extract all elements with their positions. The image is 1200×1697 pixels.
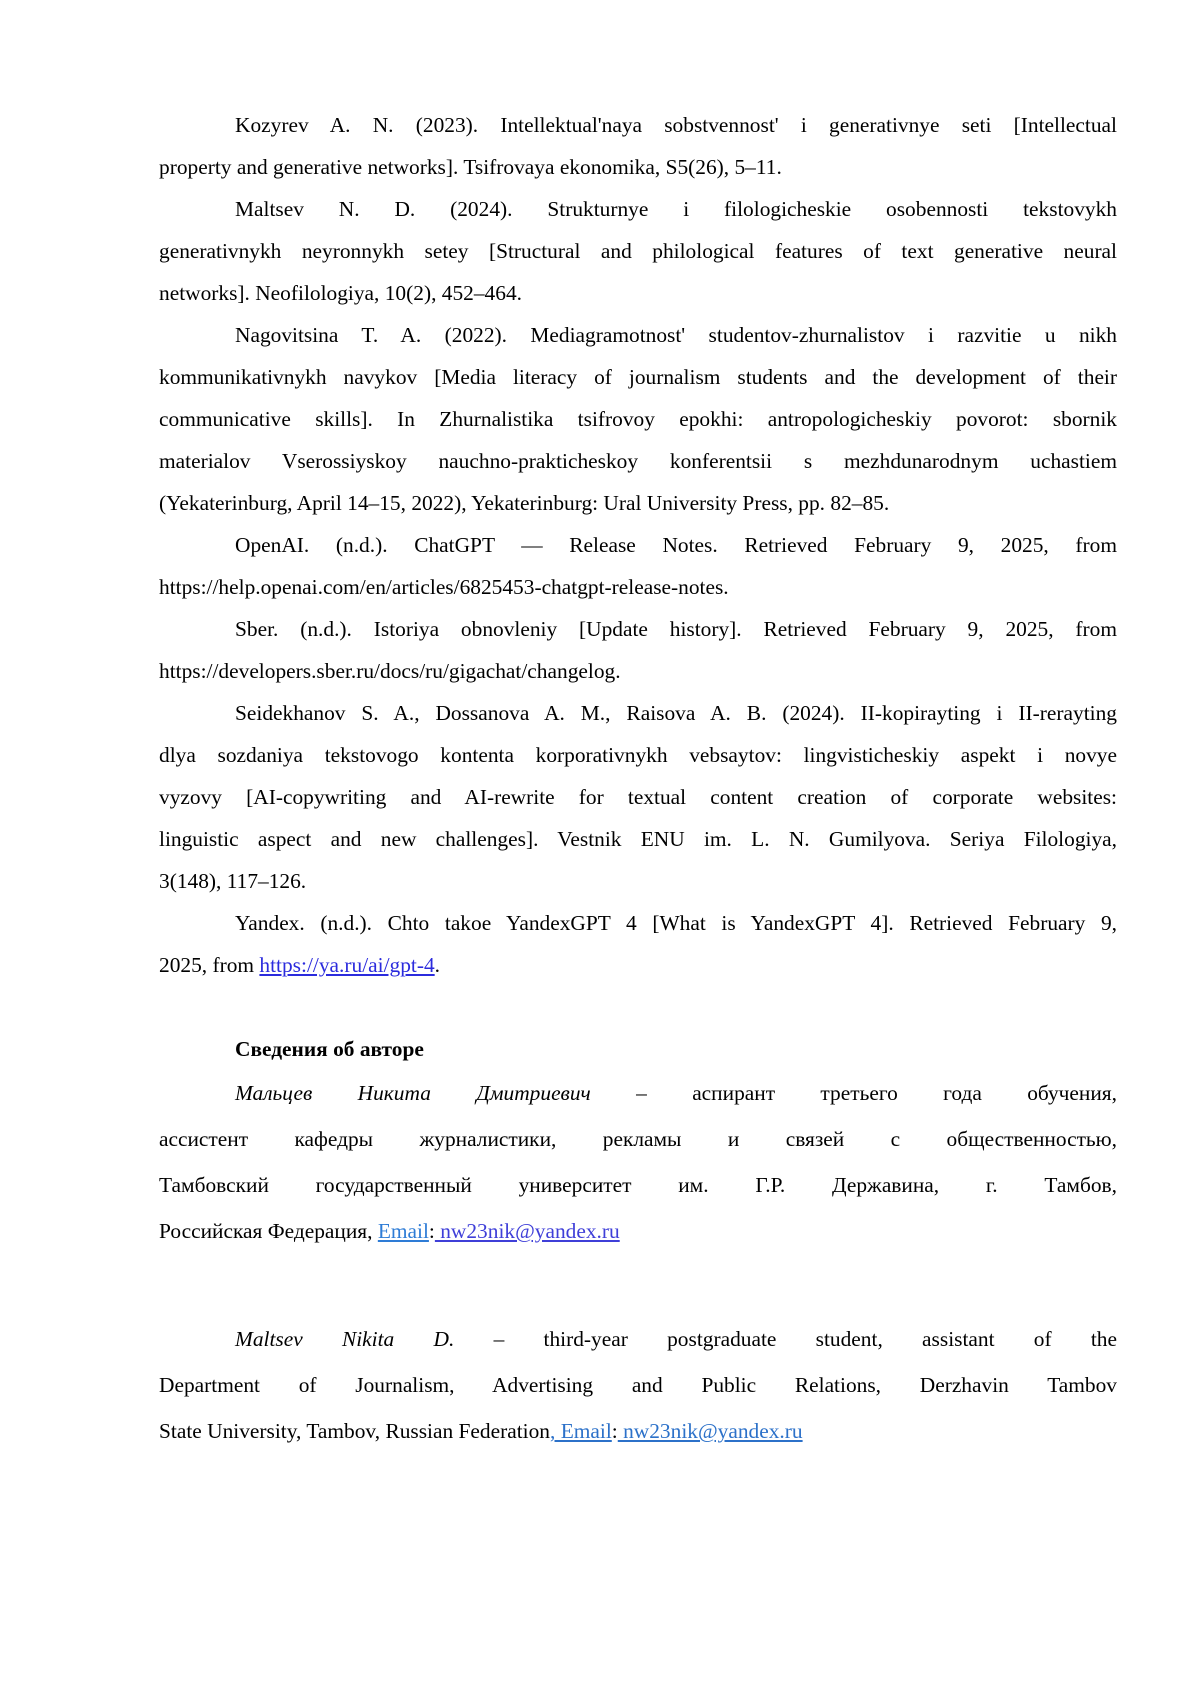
references-section xyxy=(159,104,1117,986)
author-text: : xyxy=(611,1419,618,1443)
author-text: – аспирант третьего года обучения, xyxy=(590,1081,1117,1105)
author-info-russian xyxy=(159,1070,1117,1254)
reference-paragraph-sber xyxy=(159,608,1117,692)
reference-line: Yandex. (n.d.). Chto takoe YandexGPT 4 [What is YandexGPT 4]. Retrieved February 9, xyxy=(235,911,1117,935)
reference-text: 2025, from xyxy=(159,953,260,977)
reference-line: Nagovitsina T. A. (2022). Mediagramotnost' studentov-zhurnalistov i razvitie u nikh xyxy=(235,323,1117,347)
reference-line: communicative skills]. In Zhurnalistika tsifrovoy epokhi: antropologicheskiy povorot: sbornik xyxy=(159,407,1117,431)
author-line: Department of Journalism, Advertising and Public Relations, Derzhavin Tambov xyxy=(159,1373,1117,1397)
reference-line: https://help.openai.com/en/articles/6825453-chatgpt-release-notes. xyxy=(159,575,729,599)
author-line: Тамбовский государственный университет им. Г.Р. Державина, г. Тамбов, xyxy=(159,1173,1117,1197)
reference-paragraph-seidekhanov xyxy=(159,692,1117,902)
author-line xyxy=(159,1070,1117,1116)
email-address-link-en[interactable]: nw23nik@yandex.ru xyxy=(617,1419,803,1443)
reference-paragraph-kozyrev xyxy=(159,104,1117,188)
yandexgpt-url-link[interactable]: https://ya.ru/ai/gpt-4 xyxy=(259,953,435,977)
email-label-link-en[interactable]: , Email xyxy=(550,1419,612,1443)
reference-line: generativnykh neyronnykh setey [Structural and philological features of text generative neural xyxy=(159,239,1117,263)
author-line xyxy=(159,1316,1117,1362)
email-label-link-ru[interactable]: Email xyxy=(377,1219,429,1243)
reference-line: (Yekaterinburg, April 14–15, 2022), Yekaterinburg: Ural University Press, pp. 82–85. xyxy=(159,491,890,515)
reference-line: linguistic aspect and new challenges]. Vestnik ENU im. L. N. Gumilyova. Seriya Filologiya, xyxy=(159,827,1117,851)
author-line: ассистент кафедры журналистики, рекламы и связей с общественностью, xyxy=(159,1127,1117,1151)
reference-line: Seidekhanov S. A., Dossanova A. M., Raisova A. B. (2024). II-kopirayting i II-rerayting xyxy=(235,701,1117,725)
reference-paragraph-yandex xyxy=(159,902,1117,986)
reference-line: Sber. (n.d.). Istoriya obnovleniy [Update history]. Retrieved February 9, 2025, from xyxy=(235,617,1117,641)
author-text: State University, Tambov, Russian Federation xyxy=(159,1419,551,1443)
author-section-heading: Сведения об авторе xyxy=(235,1037,424,1061)
reference-line: https://developers.sber.ru/docs/ru/gigachat/changelog. xyxy=(159,659,621,683)
author-info-english xyxy=(159,1316,1117,1454)
reference-line: vyzovy [AI-copywriting and AI-rewrite for textual content creation of corporate websites: xyxy=(159,785,1117,809)
author-line xyxy=(159,1408,1117,1454)
author-text: – third-year postgraduate student, assistant of the xyxy=(454,1327,1117,1351)
author-text: : xyxy=(428,1219,435,1243)
reference-line: Kozyrev A. N. (2023). Intellektual'naya sobstvennost' i generativnye seti [Intellectual xyxy=(235,113,1117,137)
reference-line: dlya sozdaniya tekstovogo kontenta korporativnykh vebsaytov: lingvisticheskiy aspekt i novye xyxy=(159,743,1117,767)
reference-line: Maltsev N. D. (2024). Strukturnye i filologicheskie osobennosti tekstovykh xyxy=(235,197,1117,221)
reference-line: property and generative networks]. Tsifrovaya ekonomika, S5(26), 5–11. xyxy=(159,155,782,179)
reference-paragraph-nagovitsina xyxy=(159,314,1117,524)
reference-line: 3(148), 117–126. xyxy=(159,869,307,893)
reference-line: materialov Vserossiyskoy nauchno-prakticheskoy konferentsii s mezhdunarodnym uchastiem xyxy=(159,449,1117,473)
reference-line xyxy=(159,944,1117,986)
author-name-ru: Мальцев Никита Дмитриевич xyxy=(235,1081,591,1105)
author-name-en: Maltsev Nikita D. xyxy=(235,1327,455,1351)
email-address-link-ru[interactable]: nw23nik@yandex.ru xyxy=(434,1219,620,1243)
reference-line: kommunikativnykh navykov [Media literacy of journalism students and the development of their xyxy=(159,365,1117,389)
reference-paragraph-openai xyxy=(159,524,1117,608)
reference-line: OpenAI. (n.d.). ChatGPT — Release Notes. Retrieved February 9, 2025, from xyxy=(235,533,1117,557)
author-line xyxy=(159,1208,1117,1254)
reference-line: networks]. Neofilologiya, 10(2), 452–464. xyxy=(159,281,522,305)
author-text: Российская Федерация, xyxy=(159,1219,378,1243)
reference-paragraph-maltsev xyxy=(159,188,1117,314)
reference-text: . xyxy=(434,953,441,977)
